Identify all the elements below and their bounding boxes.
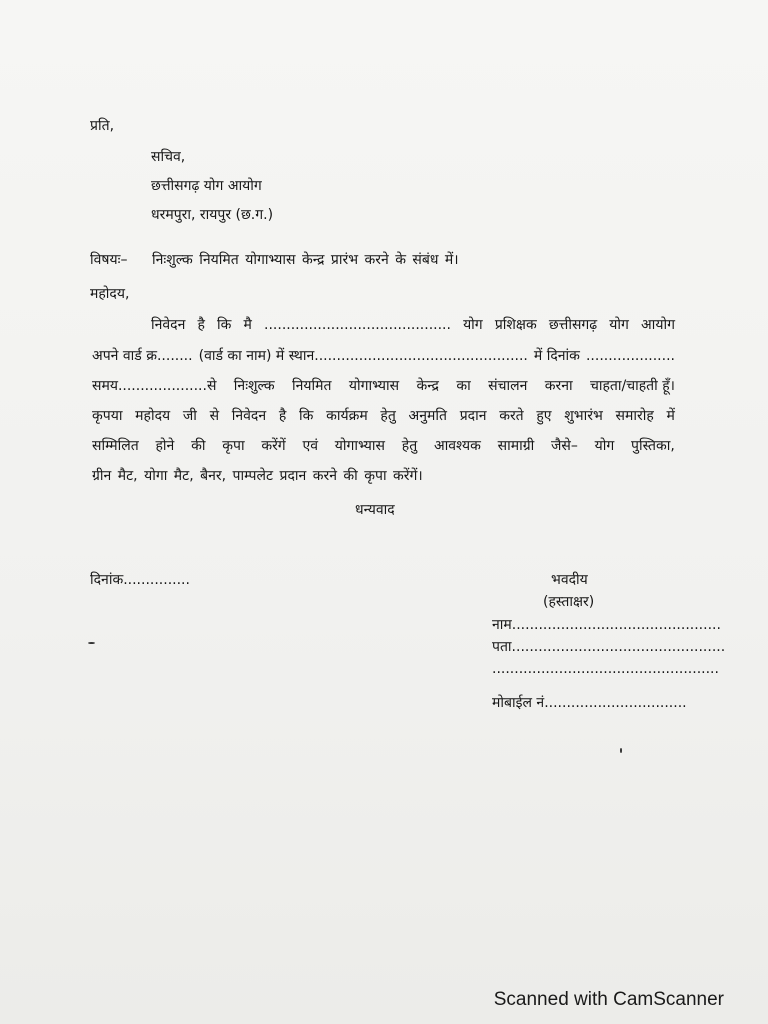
subject-label: विषयः– <box>90 252 128 268</box>
body-word: करेंगें <box>261 438 286 454</box>
body-word: है <box>278 408 287 424</box>
body-word: छत्तीसगढ़ <box>548 317 598 333</box>
body-word: सामाग्री <box>497 438 535 454</box>
body-word: करते <box>499 408 524 424</box>
body-word: जी <box>182 408 197 424</box>
body-word: होने <box>155 438 175 454</box>
body-word: कार्यक्रम <box>326 408 368 424</box>
body-line-2 <box>92 346 675 366</box>
body-word: निवेदन <box>231 408 267 424</box>
scan-speck <box>88 642 95 644</box>
body-word: से <box>209 408 220 424</box>
yours-faithfully: भवदीय <box>551 572 588 588</box>
body-word: संचालन <box>488 378 528 394</box>
body-word: मै <box>243 317 252 333</box>
salutation: महोदय, <box>90 286 130 302</box>
body-word: केन्द्र <box>416 378 439 394</box>
body-word: अनुमति <box>408 408 447 424</box>
body-word: महोदय <box>135 408 171 424</box>
scan-speck <box>620 748 622 753</box>
body-word: जैसे– <box>551 438 578 454</box>
to-label: प्रति, <box>90 118 115 134</box>
body-word: पुस्तिका, <box>631 438 675 454</box>
body-word: में दिनांक <box>533 348 580 364</box>
name-field: नाम............................................... <box>492 617 721 633</box>
thanks-text: धन्यवाद <box>355 502 395 518</box>
date-blank: .................... <box>585 348 675 364</box>
body-line-5 <box>92 436 675 456</box>
body-word: योगाभ्यास <box>348 378 400 394</box>
body-word: एवं <box>302 438 318 454</box>
body-word: योग <box>463 317 483 333</box>
body-word: समारोह <box>615 408 654 424</box>
body-word: का <box>456 378 471 394</box>
recipient-designation: सचिव, <box>151 149 186 165</box>
body-word: कि <box>217 317 232 333</box>
recipient-organization: छत्तीसगढ़ योग आयोग <box>151 178 262 194</box>
body-word: में <box>666 408 675 424</box>
camscanner-watermark: Scanned with CamScanner <box>493 989 724 1010</box>
body-word: निवेदन <box>151 317 186 333</box>
body-word: हुए <box>536 408 552 424</box>
body-word: प्रशिक्षक <box>494 317 537 333</box>
body-word: आवश्यक <box>433 438 481 454</box>
location-blank: (वार्ड का नाम) में स्थान................................................ <box>198 348 528 364</box>
body-line-6: ग्रीन मैट, योगा मैट, बैनर, पाम्पलेट प्रदान करने की कृपा करेंगें। <box>92 468 423 484</box>
body-word: शुभारंभ <box>564 408 603 424</box>
subject-text: निःशुल्क नियमित योगाभ्यास केन्द्र प्रारंभ करने के संबंध में। <box>152 252 459 268</box>
body-word: निःशुल्क <box>233 378 275 394</box>
body-word: हेतु <box>401 438 418 454</box>
body-word: कि <box>298 408 314 424</box>
address-field: पता................................................ <box>492 639 726 655</box>
body-word: है <box>197 317 205 333</box>
body-word: योग <box>609 317 629 333</box>
body-line-3 <box>92 376 675 396</box>
body-word: आयोग <box>641 317 675 333</box>
date-field: दिनांक............... <box>90 572 190 588</box>
body-word: हेतु <box>380 408 396 424</box>
body-word: प्रदान <box>459 408 487 424</box>
body-word: की <box>191 438 206 454</box>
body-word: योगाभ्यास <box>334 438 386 454</box>
recipient-address: धरमपुरा, रायपुर (छ.ग.) <box>151 207 274 223</box>
time-blank: समय....................से <box>92 378 217 394</box>
body-line-4 <box>92 406 675 426</box>
body-word: कृपया <box>92 408 123 424</box>
mobile-field: मोबाईल नं................................ <box>492 695 687 711</box>
body-line-1 <box>151 315 675 335</box>
body-word: चाहता/चाहती हूँ। <box>589 378 675 394</box>
body-word: करना <box>544 378 573 394</box>
body-word: नियमित <box>291 378 332 394</box>
organizer-name-blank: .......................................... <box>264 317 451 333</box>
address-field-2: ................................................... <box>492 661 719 677</box>
body-word: सम्मिलित <box>92 438 139 454</box>
ward-number-blank: अपने वार्ड क्र........ <box>92 348 193 364</box>
body-word: योग <box>594 438 615 454</box>
body-word: कृपा <box>222 438 245 454</box>
signature-label: (हस्ताक्षर) <box>543 594 595 610</box>
